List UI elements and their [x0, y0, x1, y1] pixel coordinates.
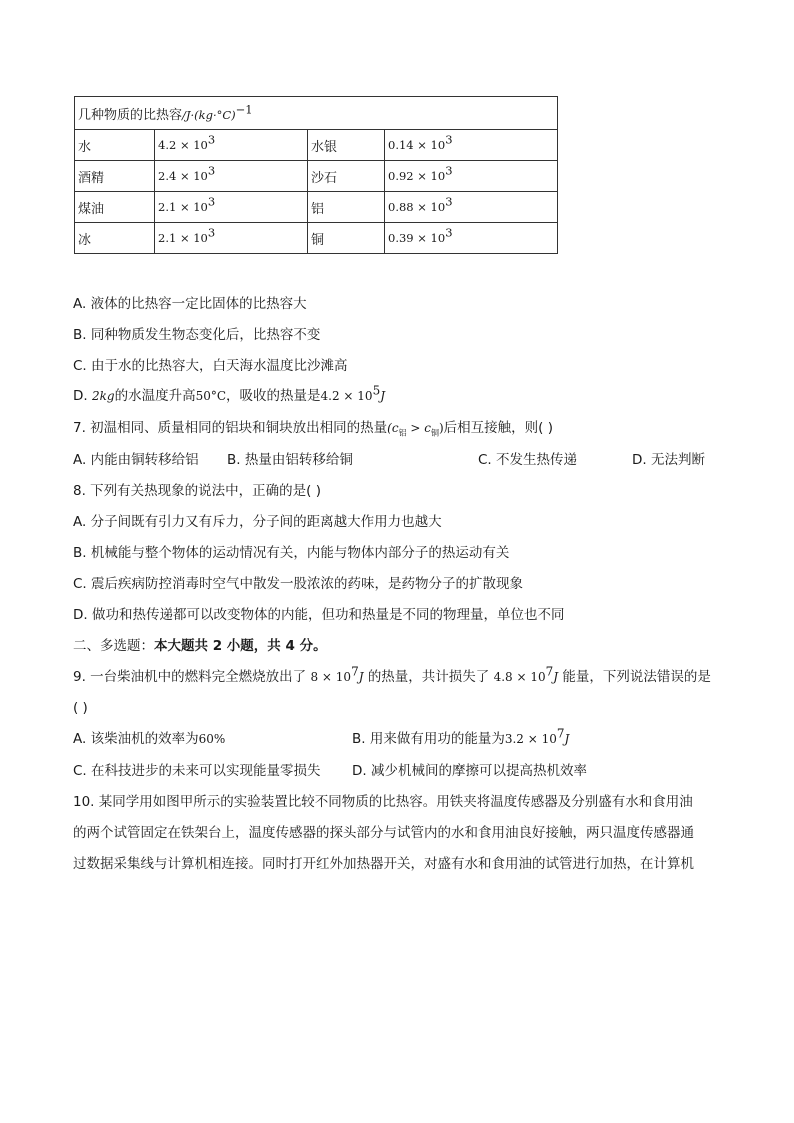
specific-heat-value: $2.1 \times 10^3$: [155, 192, 308, 223]
substance-name: 沙石: [308, 161, 385, 192]
specific-heat-value: $0.14 \times 10^3$: [385, 130, 558, 161]
q10-line-1: 10. 某同学用如图甲所示的实验装置比较不同物质的比热容。用铁夹将温度传感器及分别盛有水和食用油: [73, 794, 693, 810]
specific-heat-value: $2.1 \times 10^3$: [155, 223, 308, 254]
table-row: [75, 192, 558, 223]
q6-option-a: A. 液体的比热容一定比固体的比热容大: [73, 296, 307, 312]
q8-option-d: D. 做功和热传递都可以改变物体的内能，但功和热量是不同的物理量，单位也不同: [73, 607, 565, 623]
q7-stem: 7. 初温相同、质量相同的铝块和铜块放出相同的热量$(c_铝 > c_铜)$后相互接触，则( ): [73, 420, 553, 438]
q9-option-d: D. 减少机械间的摩擦可以提高热机效率: [352, 763, 587, 779]
table-row: [75, 161, 558, 192]
table-title-text: 几种物质的比热容: [78, 107, 183, 123]
substance-name: 水: [75, 130, 155, 161]
specific-heat-value: $4.2 \times 10^3$: [155, 130, 308, 161]
q9-answer-paren: ( ): [73, 700, 88, 716]
substance-name: 冰: [75, 223, 155, 254]
table-title-unit: /J·(kg·°C): [182, 107, 236, 122]
substance-name: 铝: [308, 192, 385, 223]
q7-option-b: B. 热量由铝转移给铜: [227, 452, 353, 468]
substance-name: 煤油: [75, 192, 155, 223]
specific-heat-table: [74, 96, 558, 254]
table-title-row: [75, 97, 558, 130]
specific-heat-value: $0.92 \times 10^3$: [385, 161, 558, 192]
q6-option-d: D. 2kg的水温度升高50°C，吸收的热量是$4.2 \times 10^5J$: [73, 383, 386, 404]
q8-option-c: C. 震后疾病防控消毒时空气中散发一股浓浓的药味，是药物分子的扩散现象: [73, 576, 524, 592]
q6-option-b: B. 同种物质发生物态变化后，比热容不变: [73, 327, 321, 343]
substance-name: 水银: [308, 130, 385, 161]
q9-option-b: B. 用来做有用功的能量为$3.2 \times 10^7J$: [352, 726, 570, 747]
q8-stem: 8. 下列有关热现象的说法中，正确的是( ): [73, 483, 321, 499]
substance-name: 酒精: [75, 161, 155, 192]
table-title-exponent: −1: [235, 102, 253, 117]
table-row: [75, 130, 558, 161]
q8-option-a: A. 分子间既有引力又有斥力，分子间的距离越大作用力也越大: [73, 514, 442, 530]
q10-line-2: 的两个试管固定在铁架台上，温度传感器的探头部分与试管内的水和食用油良好接触，两只温度传感器通: [73, 825, 694, 841]
q10-line-3: 过数据采集线与计算机相连接。同时打开红外加热器开关，对盛有水和食用油的试管进行加热，在计算机: [73, 856, 694, 872]
table-title: [75, 97, 558, 130]
table-row: [75, 223, 558, 254]
q6-option-c: C. 由于水的比热容大，白天海水温度比沙滩高: [73, 358, 348, 374]
specific-heat-value: $0.88 \times 10^3$: [385, 192, 558, 223]
q7-option-c: C. 不发生热传递: [478, 452, 578, 468]
specific-heat-value: $0.39 \times 10^3$: [385, 223, 558, 254]
q7-option-a: A. 内能由铜转移给铝: [73, 452, 199, 468]
q7-option-d: D. 无法判断: [632, 452, 705, 468]
q9-stem: 9. 一台柴油机中的燃料完全燃烧放出了 $8 \times 10^7J$ 的热量，共计损失了 $4.8 \times 10^7J$ 能量，下列说法错误的是: [73, 664, 711, 685]
substance-name: 铜: [308, 223, 385, 254]
section-heading: 二、多选题：本大题共 2 小题，共 4 分。: [73, 638, 327, 654]
q8-option-b: B. 机械能与整个物体的运动情况有关，内能与物体内部分子的热运动有关: [73, 545, 510, 561]
specific-heat-value: $2.4 \times 10^3$: [155, 161, 308, 192]
q9-option-a: A. 该柴油机的效率为60%: [73, 731, 226, 747]
q9-option-c: C. 在科技进步的未来可以实现能量零损失: [73, 763, 321, 779]
